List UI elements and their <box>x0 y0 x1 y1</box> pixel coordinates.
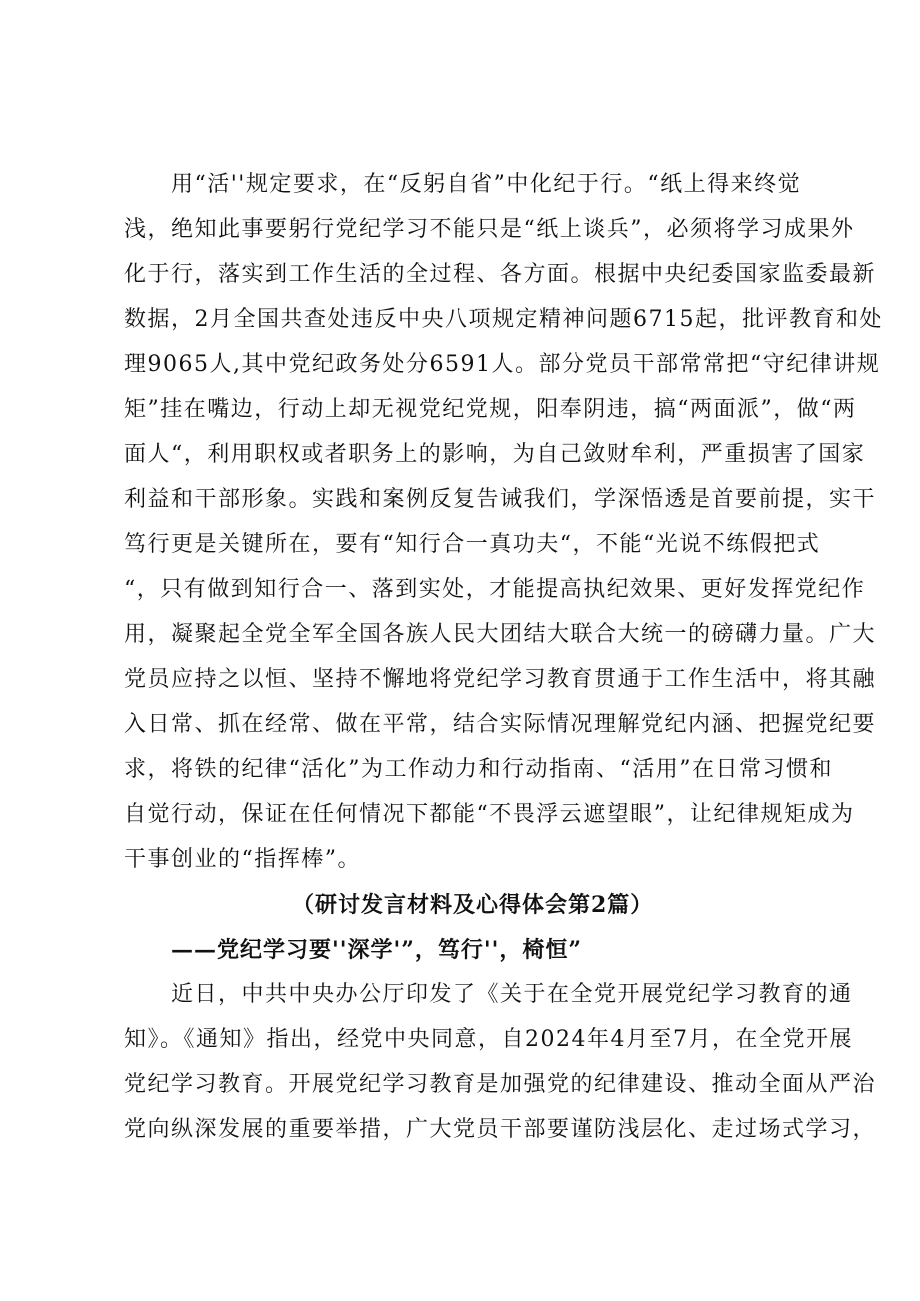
paragraph-line: 知》。《通知》指出，经党中央同意，自2024年4月至7月，在全党开展 <box>124 1027 853 1052</box>
paragraph-line: 干事创业的“指挥棒”。 <box>124 847 361 872</box>
paragraph-line: 利益和干部形象。实践和案例反复告诫我们，学深悟透是首要前提，实干 <box>124 487 877 512</box>
paragraph-line: “，只有做到知行合一、落到实处，才能提高执纪效果、更好发挥党纪作 <box>124 577 866 602</box>
paragraph-line: 自觉行动，保证在任何情况下都能“不畏浮云遮望眼”，让纪律规矩成为 <box>124 802 855 827</box>
paragraph-line: 求，将铁的纪律“活化”为工作动力和行动指南、“活用”在日常习惯和 <box>124 757 833 782</box>
paragraph-line: 用“活''规定要求，在“反躬自省”中化纪于行。“纸上得来终觉 <box>171 172 802 197</box>
section-subtitle: ——党纪学习要''深学'”，笃行''，椅恒” <box>171 937 582 963</box>
paragraph-line: 化于行，落实到工作生活的全过程、各方面。根据中央纪委国家监委最新 <box>124 262 877 287</box>
paragraph-line: 入日常、抓在经常、做在平常，结合实际情况理解党纪内涵、把握党纪要 <box>124 712 877 737</box>
paragraph-line: 笃行更是关键所在，要有“知行合一真功夫“，不能“光说不练假把式 <box>124 532 821 557</box>
paragraph-line: 党纪学习教育。开展党纪学习教育是加强党的纪律建设、推动全面从严治 <box>124 1072 877 1097</box>
paragraph-line: 数据，2月全国共查处违反中央八项规定精神问题6715起，批评教育和处 <box>124 307 883 332</box>
paragraph-line: 用，凝聚起全党全军全国各族人民大团结大联合大统一的磅礴力量。广大 <box>124 622 877 647</box>
paragraph-line: 浅，绝知此事要躬行党纪学习不能只是“纸上谈兵”，必须将学习成果外 <box>124 217 855 242</box>
section-heading: （研讨发言材料及心得体会第2篇） <box>292 892 654 918</box>
paragraph-line: 近日，中共中央办公厅印发了《关于在全党开展党纪学习教育的通 <box>171 982 853 1007</box>
paragraph-line: 矩”挂在嘴边，行动上却无视党纪党规，阳奉阴违，搞“两面派”，做“两 <box>124 397 857 422</box>
paragraph-line: 党向纵深发展的重要举措，广大党员干部要谨防浅层化、走过场式学习， <box>124 1117 877 1142</box>
paragraph-line: 面人“，利用职权或者职务上的影响，为自己敛财牟利，严重损害了国家 <box>124 442 866 467</box>
paragraph-line: 党员应持之以恒、坚持不懈地将党纪学习教育贯通于工作生活中，将其融 <box>124 667 877 692</box>
paragraph-line: 理9065人,其中党纪政务处分6591人。部分党员干部常常把“守纪律讲规 <box>124 352 881 377</box>
